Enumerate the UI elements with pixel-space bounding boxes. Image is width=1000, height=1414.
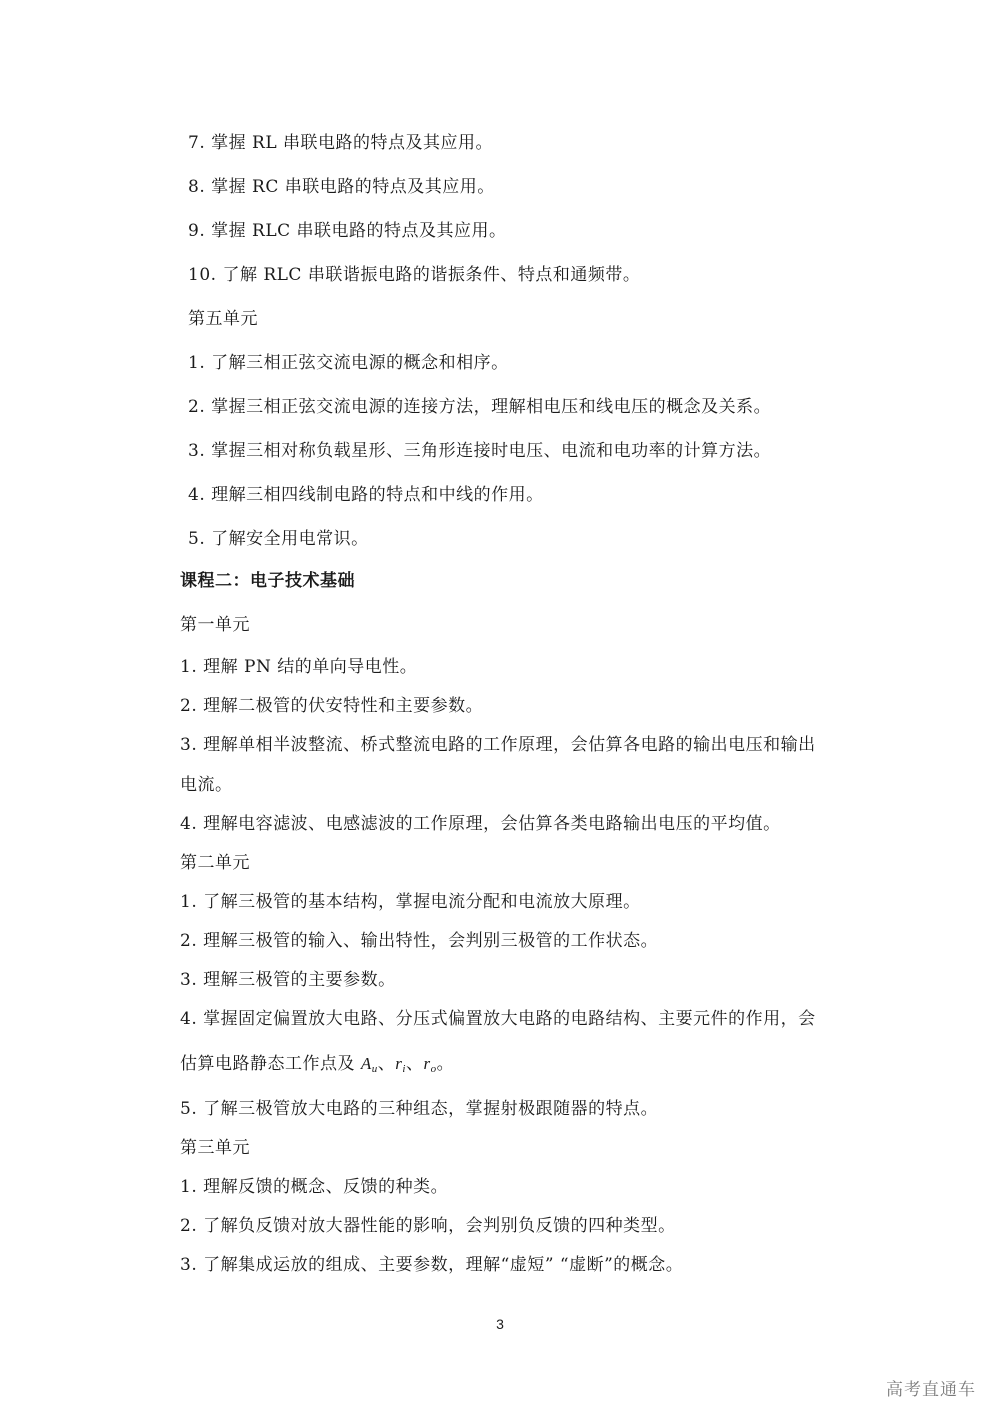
- list-item: 5. 了解三极管放大电路的三种组态，掌握射极跟随器的特点。: [180, 1099, 659, 1119]
- formula-suffix: 。: [436, 1054, 455, 1074]
- formula-prefix: 估算电路静态工作点及: [180, 1054, 361, 1074]
- page-number: 3: [496, 1316, 504, 1332]
- list-item: 8. 掌握 RC 串联电路的特点及其应用。: [188, 177, 495, 197]
- input-resistance-symbol: $r_i$: [395, 1054, 406, 1075]
- list-item: 1. 理解 PN 结的单向导电性。: [180, 657, 418, 677]
- formula-line: [180, 1053, 454, 1080]
- list-item: 1. 理解反馈的概念、反馈的种类。: [180, 1177, 449, 1197]
- list-item: 9. 掌握 RLC 串联电路的特点及其应用。: [188, 221, 507, 241]
- voltage-gain-symbol: $A_u$: [360, 1054, 378, 1075]
- output-resistance-symbol: $r_o$: [423, 1054, 437, 1075]
- list-item: 7. 掌握 RL 串联电路的特点及其应用。: [188, 133, 494, 153]
- list-item: 4. 掌握固定偏置放大电路、分压式偏置放大电路的电路结构、主要元件的作用，会: [180, 1009, 816, 1029]
- list-item: 3. 理解单相半波整流、桥式整流电路的工作原理，会估算各电路的输出电压和输出: [180, 735, 816, 755]
- list-item: 4. 理解三相四线制电路的特点和中线的作用。: [188, 485, 544, 505]
- list-item: 5. 了解安全用电常识。: [188, 529, 369, 549]
- list-item: 3. 掌握三相对称负载星形、三角形连接时电压、电流和电功率的计算方法。: [188, 441, 772, 461]
- list-item: 1. 了解三相正弦交流电源的概念和相序。: [188, 353, 509, 373]
- separator: 、: [377, 1054, 396, 1074]
- course-heading: 课程二：电子技术基础: [180, 571, 355, 591]
- list-item: 4. 理解电容滤波、电感滤波的工作原理，会估算各类电路输出电压的平均值。: [180, 814, 781, 834]
- list-item: 1. 了解三极管的基本结构，掌握电流分配和电流放大原理。: [180, 892, 641, 912]
- list-item-continuation: 电流。: [180, 775, 233, 795]
- unit-heading: 第三单元: [180, 1138, 250, 1158]
- list-item: 3. 了解集成运放的组成、主要参数，理解“虚短” “虚断”的概念。: [180, 1255, 684, 1275]
- list-item: 2. 掌握三相正弦交流电源的连接方法，理解相电压和线电压的概念及关系。: [188, 397, 772, 417]
- unit-heading: 第一单元: [180, 615, 250, 635]
- unit-heading: 第二单元: [180, 853, 250, 873]
- list-item: 2. 了解负反馈对放大器性能的影响，会判别负反馈的四种类型。: [180, 1216, 676, 1236]
- list-item: 3. 理解三极管的主要参数。: [180, 970, 396, 990]
- list-item: 10. 了解 RLC 串联谐振电路的谐振条件、特点和通频带。: [188, 265, 641, 285]
- list-item: 2. 理解二极管的伏安特性和主要参数。: [180, 696, 484, 716]
- list-item: 2. 理解三极管的输入、输出特性，会判别三极管的工作状态。: [180, 931, 659, 951]
- separator: 、: [405, 1054, 424, 1074]
- unit-heading: 第五单元: [188, 309, 258, 329]
- watermark: 高考直通车: [886, 1380, 976, 1400]
